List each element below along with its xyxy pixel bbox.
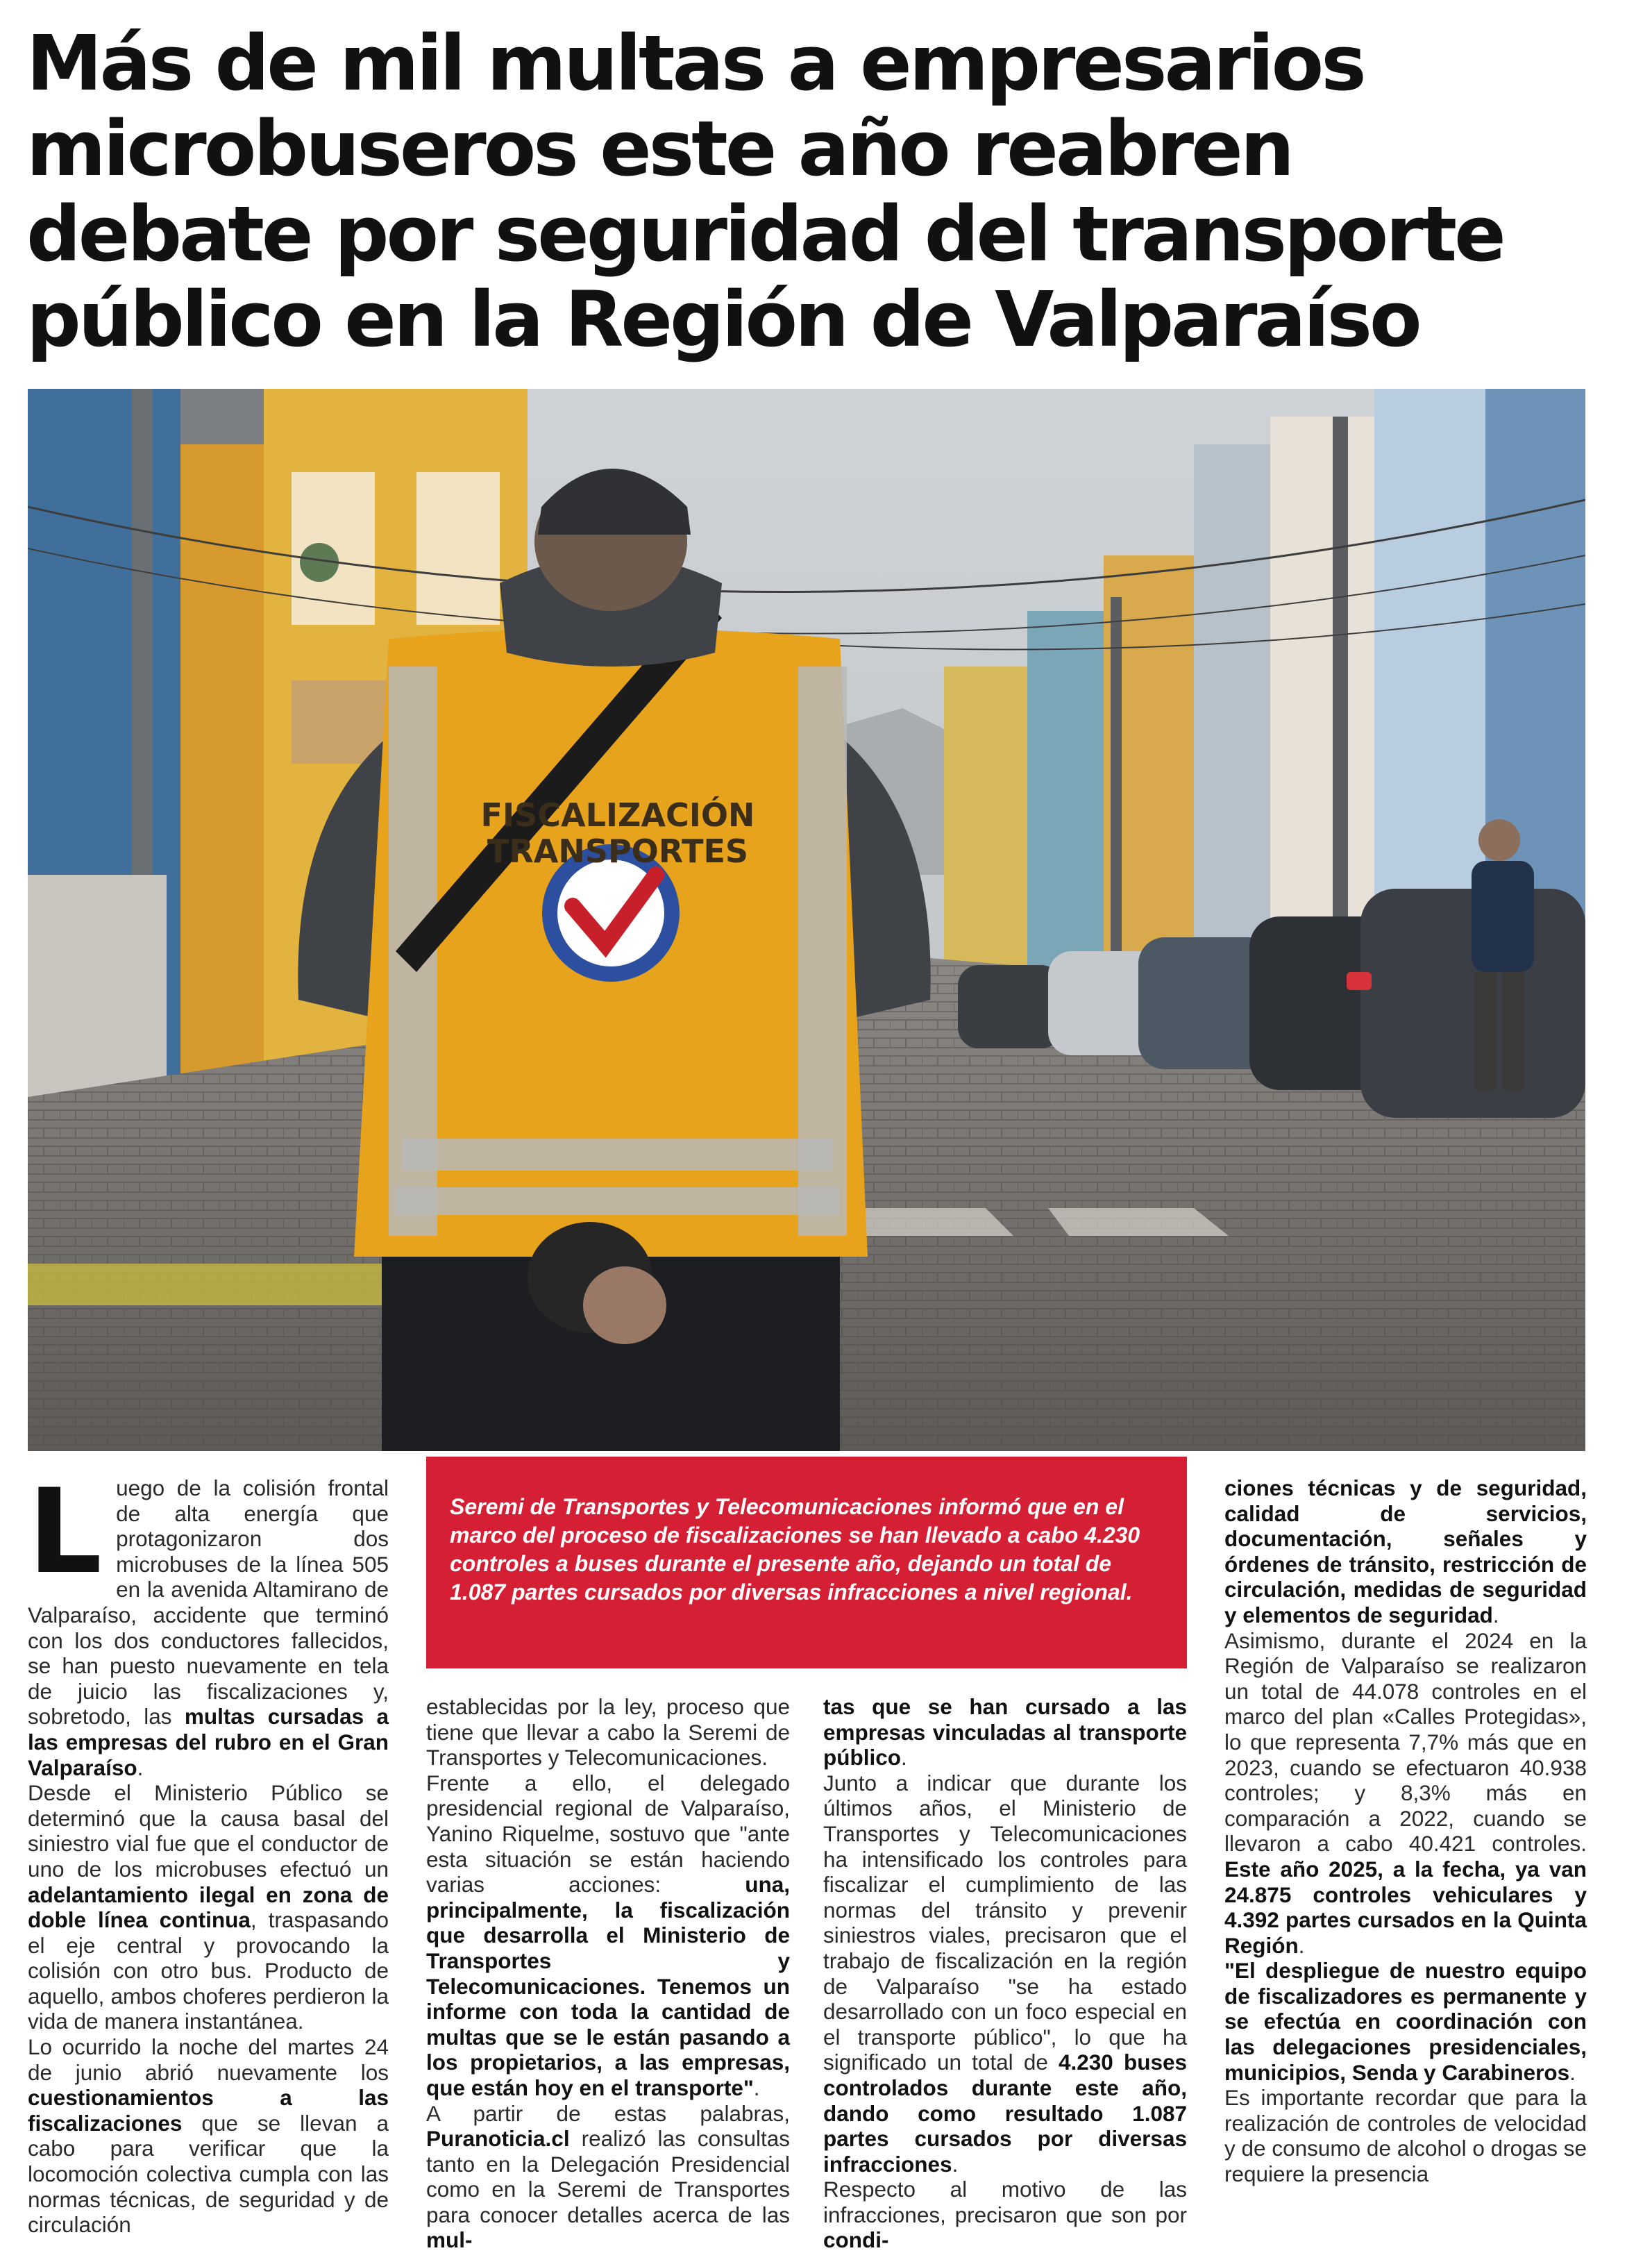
bold-run: "El despliegue de nuestro equipo de fiscalizadores es permanente y se efectúa en coordinación con las delegaciones presidenciales, municipios, Senda y Carabineros — [1224, 1958, 1587, 2084]
text-run: . — [952, 2152, 959, 2177]
paragraph — [1224, 1958, 1587, 2085]
paragraph: establecidas por la ley, proceso que tiene que llevar a cabo la Seremi de Transportes y Telecomunicaciones. — [426, 1694, 790, 1770]
text-run: . — [1569, 2060, 1576, 2085]
headline: Más de mil multas a empresarios microbuseros este año reabren debate por seguridad del transporte público en la Región de Valparaíso — [26, 21, 1595, 362]
text-run: . — [137, 1755, 144, 1780]
text-run: que se llevan a cabo para verificar que la locomoción colectiva cumpla con las normas técnicas, de seguridad y de circulación — [28, 2111, 389, 2237]
callout-box: Seremi de Transportes y Telecomunicaciones informó que en el marco del proceso de fiscalizaciones se han llevado a cabo 4.230 controles a buses durante el presente año, dejando un total de 1.087 partes cursados por diversas infracciones a nivel regional. — [426, 1457, 1187, 1668]
text-run: Asimismo, durante el 2024 en la Región de Valparaíso se realizaron un total de 44.078 controles en el marco del plan «Calles Protegidas», lo que representa 7,7% más que en 2023, cuando se efectuaron 40.938 controles; y 8,3% más en comparación a 2022, cuando se llevaron a cabo 40.421 controles. — [1224, 1628, 1587, 1857]
text-run: . — [1493, 1602, 1499, 1627]
inspector-photo-illustration — [28, 389, 1585, 1451]
paragraph — [426, 1770, 790, 2101]
text-run: Lo ocurrido la noche del martes 24 de junio abrió nuevamente los — [28, 2034, 389, 2085]
text-run: , traspasando el eje central y provocando la colisión con otro bus. Producto de aquello, ambos choferes perdieron la vida de manera instantánea. — [28, 1907, 389, 2034]
bold-run: ciones técnicas y de seguridad, calidad de servicios, documentación, señales y órdenes de tránsito, restricción de circulación, medidas de seguridad y elementos de seguridad — [1224, 1475, 1587, 1627]
drop-cap: L — [28, 1480, 102, 1584]
bold-run: mul- — [426, 2227, 473, 2252]
text-run: . — [754, 2075, 760, 2100]
text-run: Desde el Ministerio Público se determinó que la causa basal del siniestro vial fue que el conductor de uno de los microbuses efectuó un — [28, 1780, 389, 1882]
paragraph — [28, 2034, 389, 2238]
paragraph — [28, 1780, 389, 2034]
bold-run: 4.230 buses controlados durante este año, dando como resultado 1.087 partes cursados por diversas infracciones — [823, 2050, 1187, 2176]
text-run: Frente a ello, el delegado presidencial regional de Valparaíso, Yanino Riquelme, sostuvo que "ante esta situación se están haciendo varias acciones: — [426, 1770, 790, 1897]
text-run: Junto a indicar que durante los últimos años, el Ministerio de Transportes y Telecomunicaciones ha intensificado los controles para fiscalizar el cumplimiento de las normas del tránsito y prevenir siniestros viales, precisaron que el trabajo de fiscalización en la región de Valparaíso "se ha estado desarrollado con un foco especial en el transporte público", lo que ha significado un total de — [823, 1770, 1187, 2075]
paragraph — [823, 1770, 1187, 2177]
text-run: . — [901, 1745, 907, 1770]
article-column-1 — [28, 1475, 389, 2238]
text-run: . — [1299, 1933, 1305, 1958]
paragraph — [823, 2177, 1187, 2253]
paragraph — [426, 2101, 790, 2253]
bold-run: tas que se han cursado a las empresas vinculadas al transporte público — [823, 1694, 1187, 1770]
paragraph: Es importante recordar que para la realización de controles de velocidad y de consumo de alcohol o drogas se requiere la presencia — [1224, 2085, 1587, 2186]
bold-run: cuestionamientos a las fiscalizaciones — [28, 2085, 389, 2136]
bold-run: Este año 2025, a la fecha, ya van 24.875 controles vehiculares y 4.392 partes cursados en la Quinta Región — [1224, 1857, 1587, 1958]
article-column-2 — [426, 1694, 790, 2253]
text-run: uego de la colisión frontal de alta energía que protagonizaron dos microbuses de la línea 505 en la avenida Altamirano de Valparaíso, accidente que terminó con los dos conductores fallecidos, se han puesto nuevamente en tela de juicio las fiscalizaciones y, sobretodo, las — [28, 1475, 389, 1729]
paragraph — [823, 1694, 1187, 1770]
text-run: realizó las consultas tanto en la Delegación Presidencial como en la Seremi de Transportes para conocer detalles acerca de las — [426, 2126, 790, 2227]
bold-run: una, principalmente, la fiscalización que desarrolla el Ministerio de Transportes y Telecomunicaciones. Tenemos un informe con toda la cantidad de multas que se le están pasando a los propietarios, a las empresas, que están hoy en el transporte" — [426, 1872, 790, 2100]
bold-run: condi- — [823, 2227, 889, 2252]
bold-run: multas cursadas a las empresas del rubro en el Gran Valparaíso — [28, 1704, 389, 1779]
text-run: Respecto al motivo de las infracciones, precisaron que son por — [823, 2177, 1187, 2227]
paragraph — [1224, 1475, 1587, 1628]
bold-run: adelantamiento ilegal en zona de doble línea continua — [28, 1882, 389, 1933]
paragraph — [1224, 1628, 1587, 1959]
vest-text-line2: TRANSPORTES — [487, 832, 748, 870]
paragraph — [28, 1475, 389, 1780]
article-column-4 — [1224, 1475, 1587, 2187]
article-column-3 — [823, 1694, 1187, 2253]
bold-run: Puranoticia.cl — [426, 2126, 570, 2151]
vest-text-line1: FISCALIZACIÓN — [481, 796, 755, 834]
article-photo — [28, 389, 1585, 1451]
text-run: A partir de estas palabras, — [426, 2101, 790, 2126]
